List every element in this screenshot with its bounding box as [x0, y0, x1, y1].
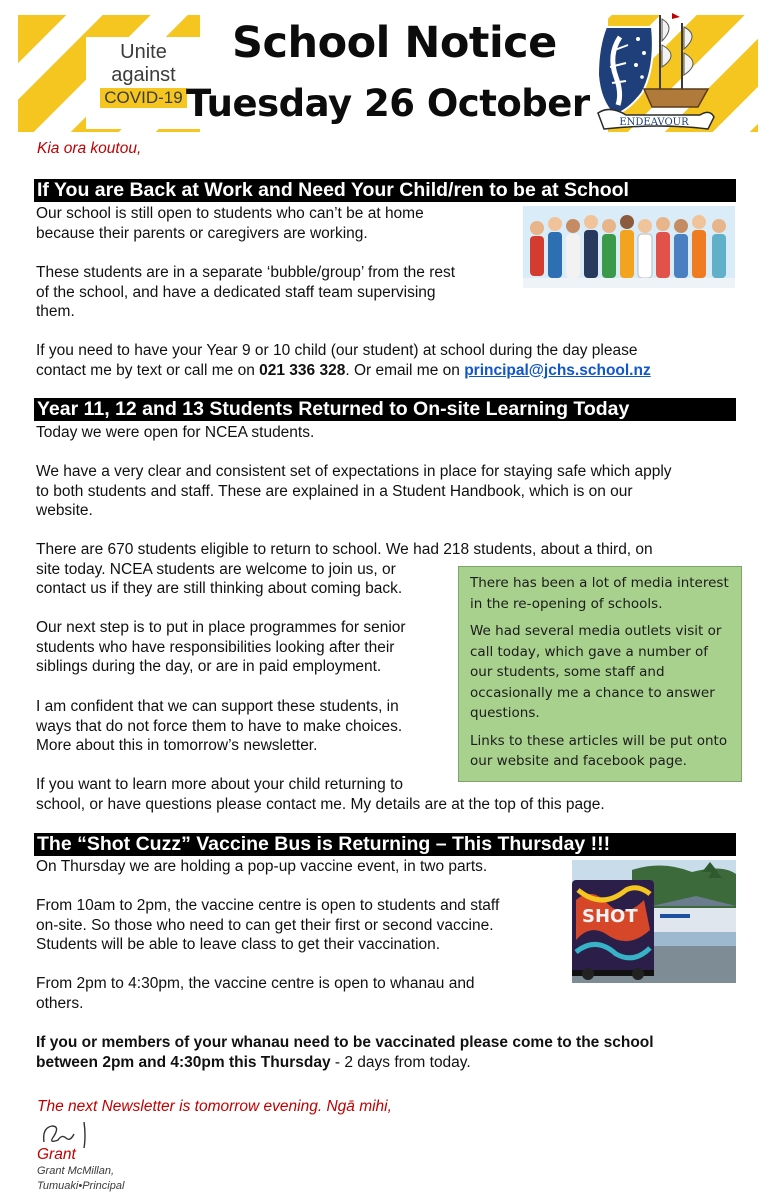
principal-email-link[interactable]: principal@jchs.school.nz — [464, 361, 651, 379]
section3-paragraph-2: From 10am to 2pm, the vaccine centre is open to students and staff on-site. So those who need to can get their first or second vaccine. Students will be able to leave class to get their vaccination. — [36, 897, 500, 953]
notice-date: Tuesday 26 October — [186, 82, 590, 125]
principal-title: Tumuaki•Principal — [37, 1180, 125, 1192]
section2-paragraph-3: There are 670 students eligible to return to school. We had 218 students, about a third, on site today. NCEA students are welcome to join us, or contact us if they are still thinking about coming back. — [36, 541, 653, 597]
school-crest-icon — [590, 5, 718, 132]
workers-illustration — [523, 206, 735, 288]
section2-paragraph-5: I am confident that we can support these students, in ways that do not force them to have to make choices. More about this in tomorrow’s newsletter. — [36, 698, 403, 754]
section2-paragraph-1: Today we were open for NCEA students. — [36, 424, 315, 441]
section-heading-ncea-return: Year 11, 12 and 13 Students Returned to On-site Learning Today — [34, 398, 736, 421]
svg-text:SHOT: SHOT — [582, 906, 638, 927]
section1-paragraph-2: These students are in a separate ‘bubble/group’ from the rest of the school, and have a dedicated staff team supervising them. — [36, 264, 456, 320]
vaccine-bus-photo — [572, 860, 736, 983]
section-heading-vaccine-bus: The “Shot Cuzz” Vaccine Bus is Returning – This Thursday !!! — [34, 833, 736, 856]
section3-paragraph-4: If you or members of your whanau need to be vaccinated please come to the school between 2pm and 4:30pm this Thursday - 2 days from today. — [36, 1034, 654, 1071]
notice-title: School Notice — [232, 18, 557, 68]
section2-paragraph-6: If you want to learn more about your child returning to school, or have questions please contact me. My details are at the top of this page. — [36, 776, 605, 813]
section1-paragraph-1: Our school is still open to students who can’t be at home because their parents or caregivers are working. — [36, 205, 424, 242]
signature-name: Grant — [37, 1146, 76, 1163]
closing-line: The next Newsletter is tomorrow evening. Ngā mihi, — [37, 1098, 392, 1115]
section3-paragraph-3: From 2pm to 4:30pm, the vaccine centre is open to whanau and others. — [36, 975, 475, 1012]
section1-paragraph-3: If you need to have your Year 9 or 10 child (our student) at school during the day please contact me by text or call me on 021 336 328. Or email me on principal@jchs.school.nz — [36, 342, 651, 379]
phone-number[interactable]: 021 336 328 — [259, 361, 346, 379]
section2-paragraph-4: Our next step is to put in place programmes for senior students who have responsibilities looking after their siblings during the day, or are in paid employment. — [36, 619, 406, 675]
greeting: Kia ora koutou, — [37, 140, 142, 157]
principal-full-name: Grant McMillan, — [37, 1165, 115, 1177]
media-interest-callout: There has been a lot of media interest in the re-opening of schools. We had several media outlets visit or call today, which gave a number of our students, some staff and occasionally me a chance to answer questions. Links to these articles will be put onto our website and facebook page. — [458, 566, 742, 782]
crest-label: ENDEAVOUR — [619, 117, 689, 128]
section3-paragraph-1: On Thursday we are holding a pop-up vaccine event, in two parts. — [36, 858, 488, 875]
unite-against-covid-logo: Unite against COVID-19 — [86, 37, 201, 129]
section2-paragraph-2: We have a very clear and consistent set of expectations in place for staying safe which apply to both students and staff. These are explained in a Student Handbook, which is on our website. — [36, 463, 672, 519]
section-heading-back-at-work: If You are Back at Work and Need Your Child/ren to be at School — [34, 179, 736, 202]
